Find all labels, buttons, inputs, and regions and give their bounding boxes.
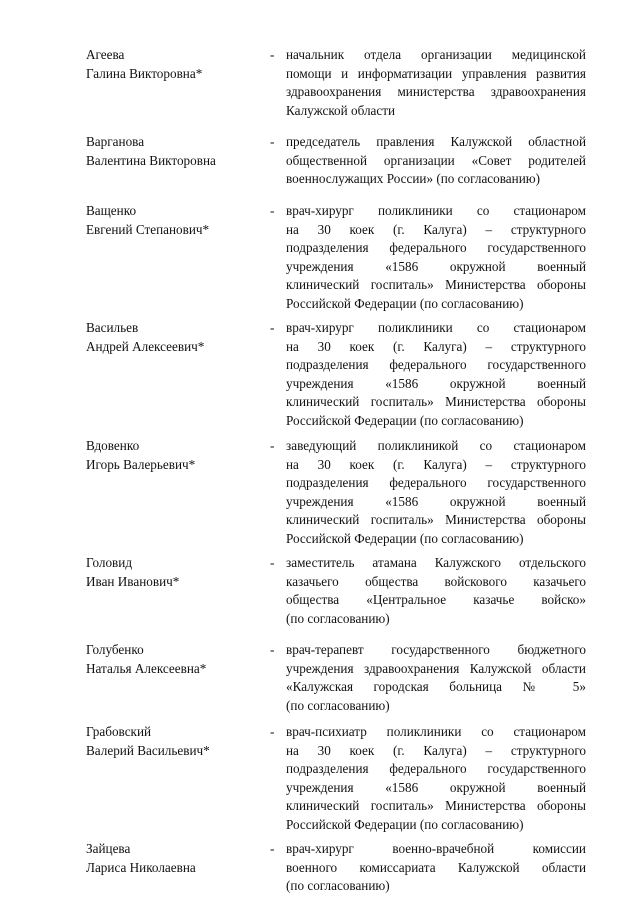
member-given-names: Валерий Васильевич* [86,742,210,758]
position-line: (по согласованию) [286,878,390,894]
position-line: на 30 коек (г. Калуга) – структурного [286,456,586,472]
position-line: учреждения «1586 окружной военный [286,493,586,509]
separator-dash: - [270,841,275,856]
position-line: клинический госпиталь» Министерства обороны [286,798,586,814]
position-line: «Калужская городская больница № 5» [286,679,586,695]
position-line: общества «Центральное казачье войско» [286,592,586,608]
position-line: врач-хирург поликлиники со стационаром [286,320,586,335]
separator-dash: - [270,134,275,149]
position-line: военнослужащих России» (по согласованию) [286,171,541,187]
position-line: (по согласованию) [286,697,390,713]
position-line: Российской Федерации (по согласованию) [286,412,524,428]
member-position [286,840,586,896]
position-line: помощи и информатизации управления развития [286,65,586,81]
member-surname: Агеева [86,47,125,62]
separator-dash: - [270,642,275,657]
position-line: врач-хирург военно-врачебной комиссии [286,841,586,856]
member-given-names: Наталья Алексеевна* [86,660,207,676]
position-line: врач-терапевт государственного бюджетного [286,642,586,657]
member-given-names: Валентина Викторовна [86,152,216,168]
position-line: подразделения федерального государственного [286,357,586,373]
position-line: учреждения здравоохранения Калужской области [286,660,586,676]
member-position [286,641,586,715]
position-line: начальник отдела организации медицинской [286,47,586,62]
position-line: учреждения «1586 окружной военный [286,258,586,274]
separator-dash: - [270,438,275,453]
position-line: клинический госпиталь» Министерства обороны [286,277,586,293]
position-line: военного комиссариата Калужской области [286,859,586,875]
member-position [286,133,586,189]
member-name [86,723,256,760]
member-surname: Васильев [86,320,139,335]
separator-dash: - [270,555,275,570]
member-given-names: Лариса Николаевна [86,859,196,875]
member-position [286,437,586,549]
member-surname: Голубенко [86,642,144,657]
position-line: на 30 коек (г. Калуга) – структурного [286,338,586,354]
member-position [286,202,586,314]
member-surname: Головид [86,555,133,570]
member-given-names: Иван Иванович* [86,573,180,589]
position-line: общественной организации «Совет родителей [286,152,586,168]
member-name [86,202,256,239]
member-name [86,554,256,591]
position-line: врач-психиатр поликлиники со стационаром [286,724,586,739]
position-line: заведующий поликлиникой со стационаром [286,438,586,453]
position-line: клинический госпиталь» Министерства обороны [286,512,586,528]
position-line: учреждения «1586 окружной военный [286,375,586,391]
position-line: врач-хирург поликлиники со стационаром [286,203,586,218]
member-name [86,437,256,474]
member-name [86,840,256,877]
position-line: Российской Федерации (по согласованию) [286,295,524,311]
position-line: на 30 коек (г. Калуга) – структурного [286,221,586,237]
member-position [286,319,586,431]
member-name [86,641,256,678]
member-given-names: Игорь Валерьевич* [86,456,196,472]
position-line: здравоохранения министерства здравоохранения [286,84,586,100]
member-position [286,554,586,628]
member-position [286,46,586,120]
member-surname: Ващенко [86,203,137,218]
member-name [86,133,256,170]
position-line: подразделения федерального государственного [286,240,586,256]
member-name [86,46,256,83]
member-given-names: Евгений Степанович* [86,221,210,237]
position-line: казачьего общества войскового казачьего [286,573,586,589]
position-line: на 30 коек (г. Калуга) – структурного [286,742,586,758]
separator-dash: - [270,320,275,335]
member-given-names: Галина Викторовна* [86,65,203,81]
position-line: Российской Федерации (по согласованию) [286,530,524,546]
position-line: подразделения федерального государственного [286,761,586,777]
member-surname: Варганова [86,134,145,149]
member-name [86,319,256,356]
position-line: (по согласованию) [286,610,390,626]
position-line: подразделения федерального государственного [286,475,586,491]
member-given-names: Андрей Алексеевич* [86,338,205,354]
separator-dash: - [270,47,275,62]
member-surname: Грабовский [86,724,152,739]
position-line: Российской Федерации (по согласованию) [286,816,524,832]
position-line: заместитель атамана Калужского отдельского [286,555,586,570]
separator-dash: - [270,203,275,218]
position-line: Калужской области [286,102,396,118]
position-line: учреждения «1586 окружной военный [286,779,586,795]
member-surname: Зайцева [86,841,131,856]
member-surname: Вдовенко [86,438,140,453]
separator-dash: - [270,724,275,739]
position-line: председатель правления Калужской областной [286,134,586,149]
member-position [286,723,586,835]
position-line: клинический госпиталь» Министерства обороны [286,394,586,410]
